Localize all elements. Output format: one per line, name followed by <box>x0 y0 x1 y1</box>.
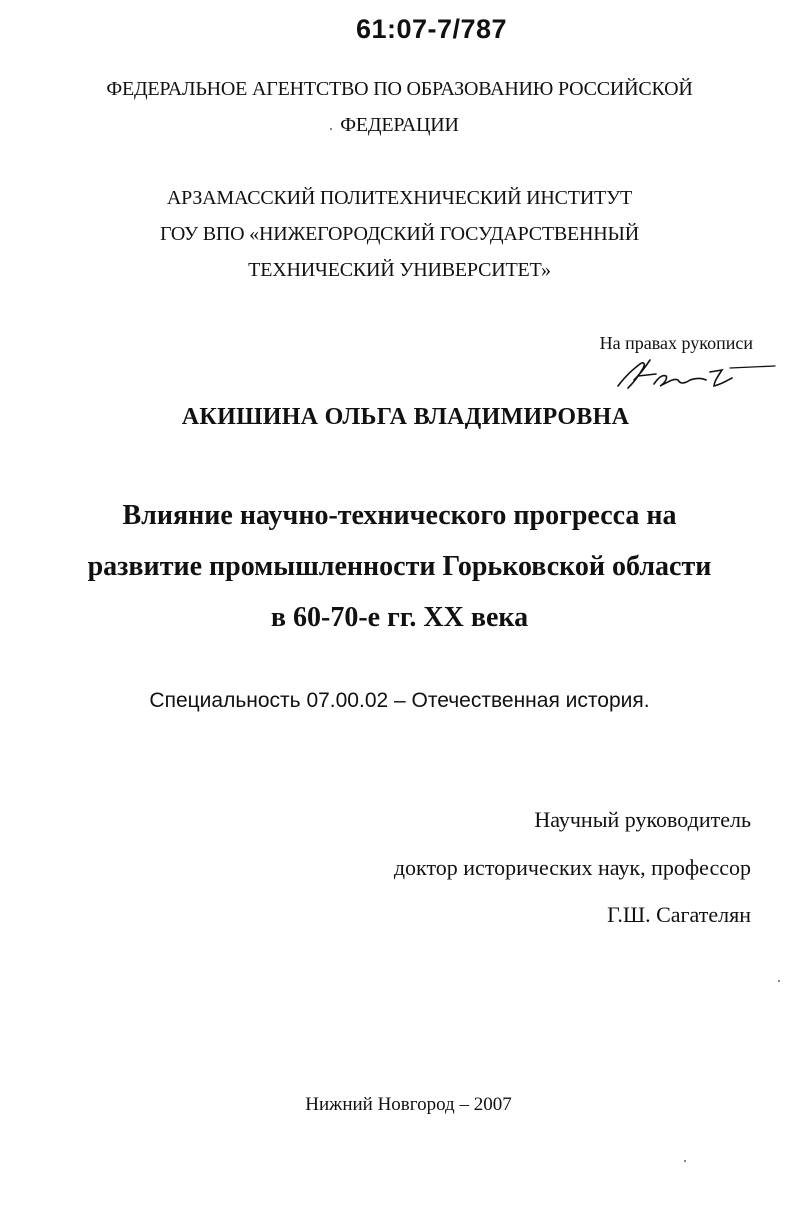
institute-line-3: ТЕХНИЧЕСКИЙ УНИВЕРСИТЕТ» <box>248 259 551 281</box>
institute-line-2: ГОУ ВПО «НИЖЕГОРОДСКИЙ ГОСУДАРСТВЕННЫЙ <box>159 223 640 245</box>
supervisor-name: Г.Ш. Сагателян <box>607 902 751 927</box>
specialty: Специальность 07.00.02 – Отечественная история. <box>149 689 650 712</box>
manuscript-note: На правах рукописи <box>599 333 753 353</box>
city-year: Нижний Новгород – 2007 <box>305 1094 512 1115</box>
catalog-stamp: 61:07-7/787 <box>355 14 508 44</box>
thesis-title-line-2: развитие промышленности Горьковской области <box>87 551 712 582</box>
author-name: АКИШИНА ОЛЬГА ВЛАДИМИРОВНА <box>181 404 630 430</box>
scan-speck <box>684 1160 686 1162</box>
scan-speck <box>330 128 332 130</box>
institute-line-1: АРЗАМАССКИЙ ПОЛИТЕХНИЧЕСКИЙ ИНСТИТУТ <box>166 187 633 209</box>
thesis-title-line-3: в 60-70-е гг. XX века <box>270 602 529 633</box>
scan-speck <box>778 980 780 982</box>
thesis-title-line-1: Влияние научно-технического прогресса на <box>122 500 677 531</box>
supervisor-degree: доктор исторических наук, профессор <box>393 855 751 880</box>
agency-line-1: ФЕДЕРАЛЬНОЕ АГЕНТСТВО ПО ОБРАЗОВАНИЮ РОССИЙСКОЙ <box>106 78 693 100</box>
supervisor-label: Научный руководитель <box>534 807 751 832</box>
author-signature <box>610 350 780 400</box>
agency-line-2: ФЕДЕРАЦИИ <box>340 114 459 136</box>
